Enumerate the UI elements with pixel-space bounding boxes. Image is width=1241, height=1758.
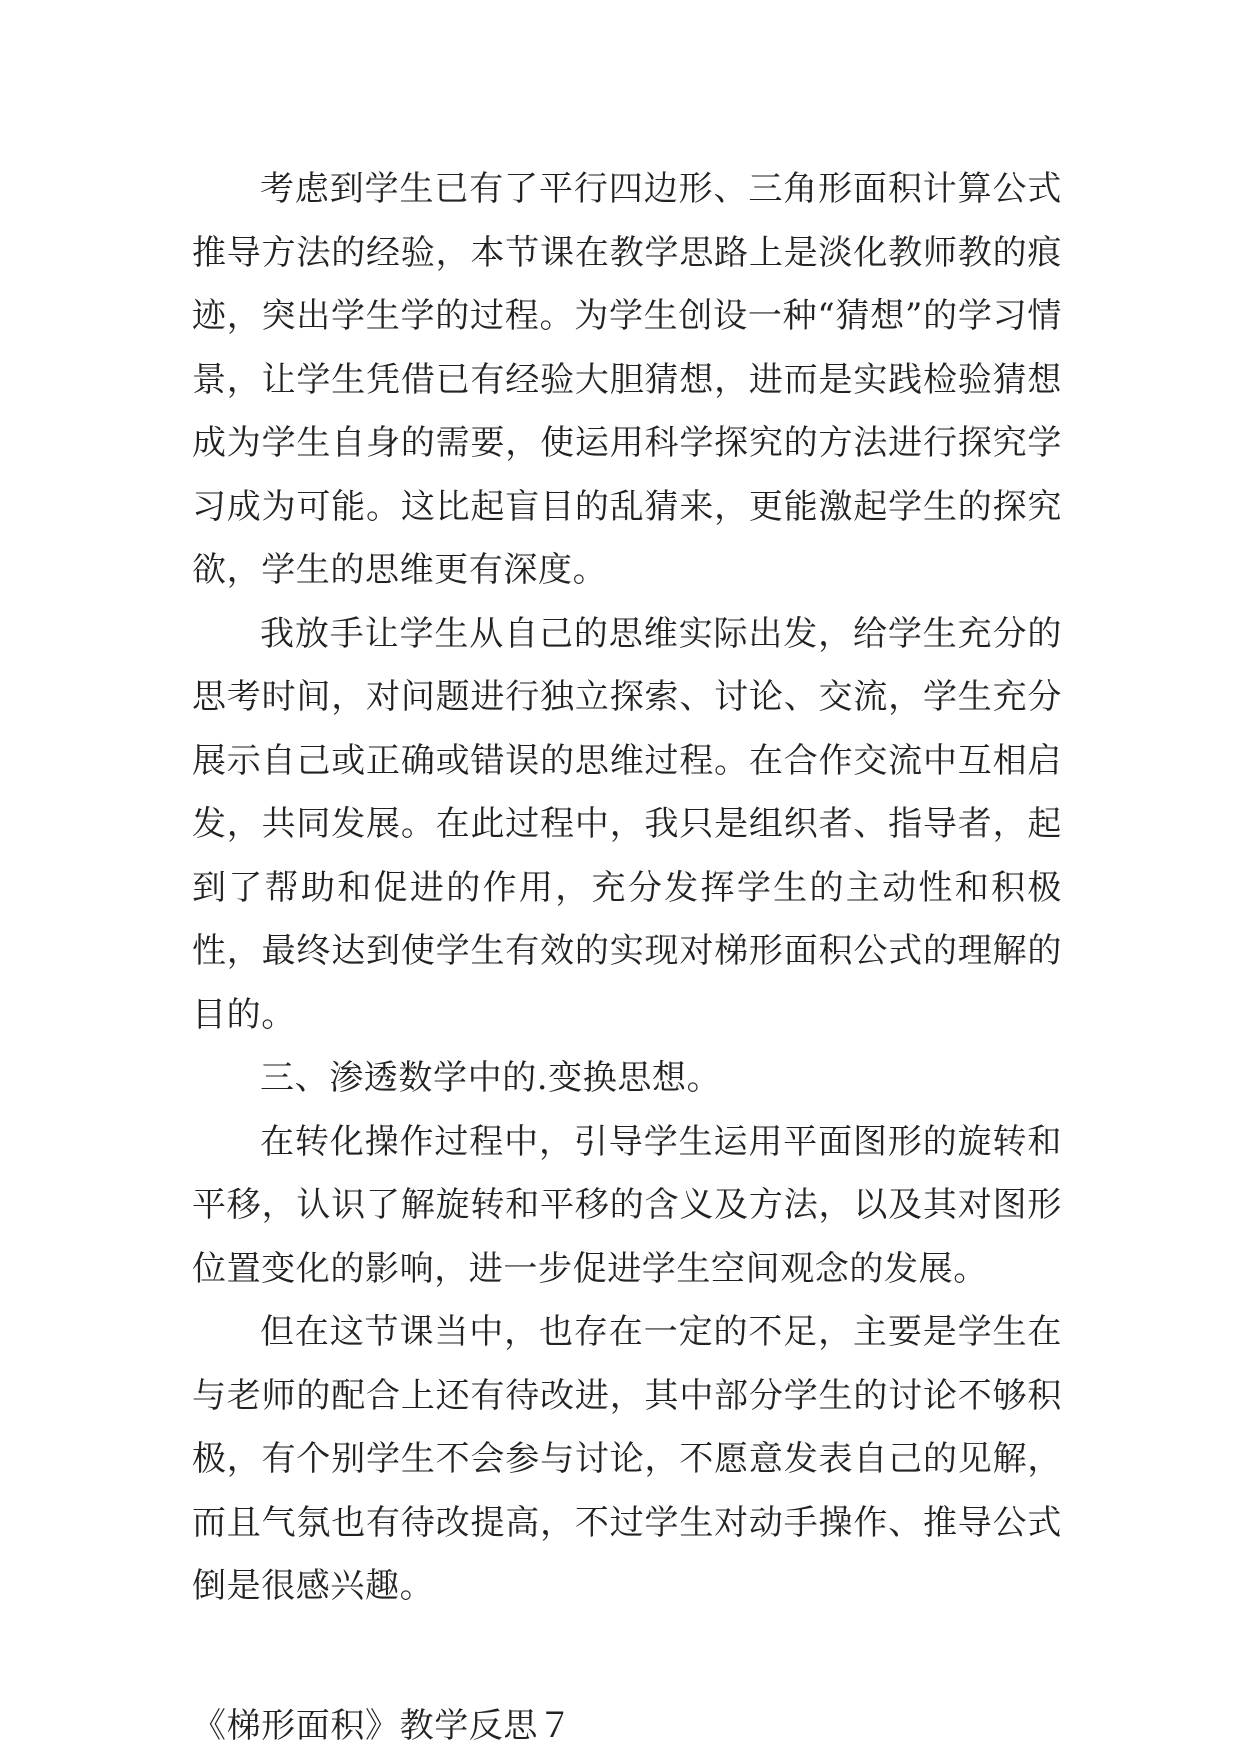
paragraph-3-heading: 三、渗透数学中的.变换思想。 <box>192 1047 1062 1111</box>
section-title: 《梯形面积》教学反思７ <box>192 1695 1062 1758</box>
paragraph-4: 在转化操作过程中，引导学生运用平面图形的旋转和平移，认识了解旋转和平移的含义及方法，以及其对图形位置变化的影响，进一步促进学生空间观念的发展。 <box>192 1111 1062 1302</box>
paragraph-1: 考虑到学生已有了平行四边形、三角形面积计算公式推导方法的经验，本节课在教学思路上是淡化教师教的痕迹，突出学生学的过程。为学生创设一种“猜想”的学习情景，让学生凭借已有经验大胆猜想，进而是实践检验猜想成为学生自身的需要，使运用科学探究的方法进行探究学习成为可能。这比起盲目的乱猜来，更能激起学生的探究欲，学生的思维更有深度。 <box>192 158 1062 603</box>
section-spacer <box>192 1619 1062 1695</box>
document-page <box>192 158 1062 1758</box>
paragraph-5: 但在这节课当中，也存在一定的不足，主要是学生在与老师的配合上还有待改进，其中部分学生的讨论不够积极，有个别学生不会参与讨论，不愿意发表自己的见解，而且气氛也有待改提高，不过学生对动手操作、推导公式倒是很感兴趣。 <box>192 1301 1062 1619</box>
paragraph-2: 我放手让学生从自己的思维实际出发，给学生充分的思考时间，对问题进行独立探索、讨论、交流，学生充分展示自己或正确或错误的思维过程。在合作交流中互相启发，共同发展。在此过程中，我只是组织者、指导者，起到了帮助和促进的作用，充分发挥学生的主动性和积极性，最终达到使学生有效的实现对梯形面积公式的理解的目的。 <box>192 603 1062 1048</box>
